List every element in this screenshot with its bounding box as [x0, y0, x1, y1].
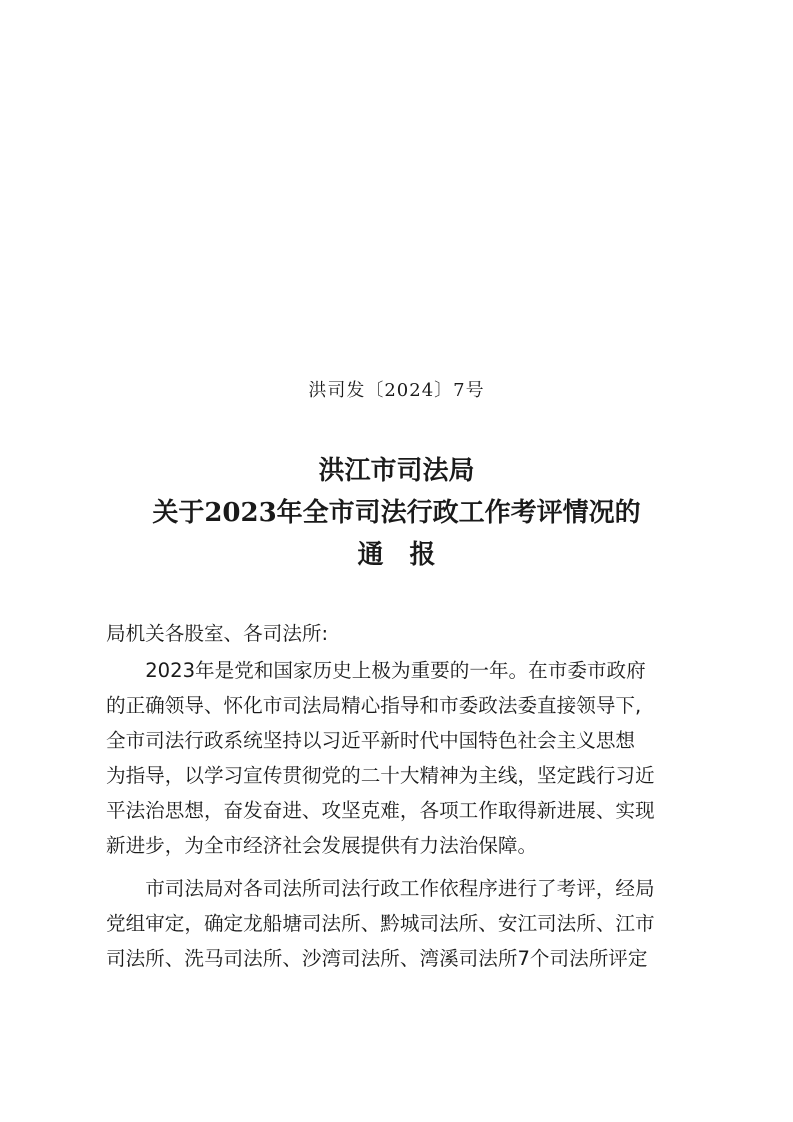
paragraph-1-line: 平法治思想，奋发奋进、攻坚克难，各项工作取得新进展、实现 [106, 799, 655, 822]
title-line-1: 洪江市司法局 [318, 456, 475, 486]
paragraph-1-line: 为指导，以学习宣传贯彻党的二十大精神为主线，坚定践行习近 [106, 764, 655, 787]
paragraph-2-line: 司法所、洗马司法所、沙湾司法所、湾溪司法所7个司法所评定 [106, 947, 648, 970]
paragraph-1-line: 2023年是党和国家历史上极为重要的一年。在市委市政府 [145, 659, 646, 682]
paragraph-1 [106, 653, 700, 863]
title-line-3: 通 报 [357, 540, 436, 570]
paragraph-2-line: 市司法局对各司法所司法行政工作依程序进行了考评，经局 [145, 877, 655, 900]
title-line-2: 关于2023年全市司法行政工作考评情况的 [152, 498, 641, 528]
paragraph-1-line: 的正确领导、怀化市司法局精心指导和市委政法委直接领导下, [106, 694, 642, 717]
paragraph-1-line: 新进步，为全市经济社会发展提供有力法治保障。 [106, 834, 538, 857]
paragraph-2 [106, 871, 700, 976]
document-body [106, 616, 700, 976]
salutation: 局机关各股室、各司法所: [106, 622, 329, 645]
document-number: 洪司发〔2024〕7号 [308, 380, 485, 401]
paragraph-1-line: 全市司法行政系统坚持以习近平新时代中国特色社会主义思想 [106, 729, 636, 752]
paragraph-2-line: 党组审定，确定龙船塘司法所、黔城司法所、安江司法所、江市 [106, 912, 655, 935]
document-title [0, 450, 793, 576]
